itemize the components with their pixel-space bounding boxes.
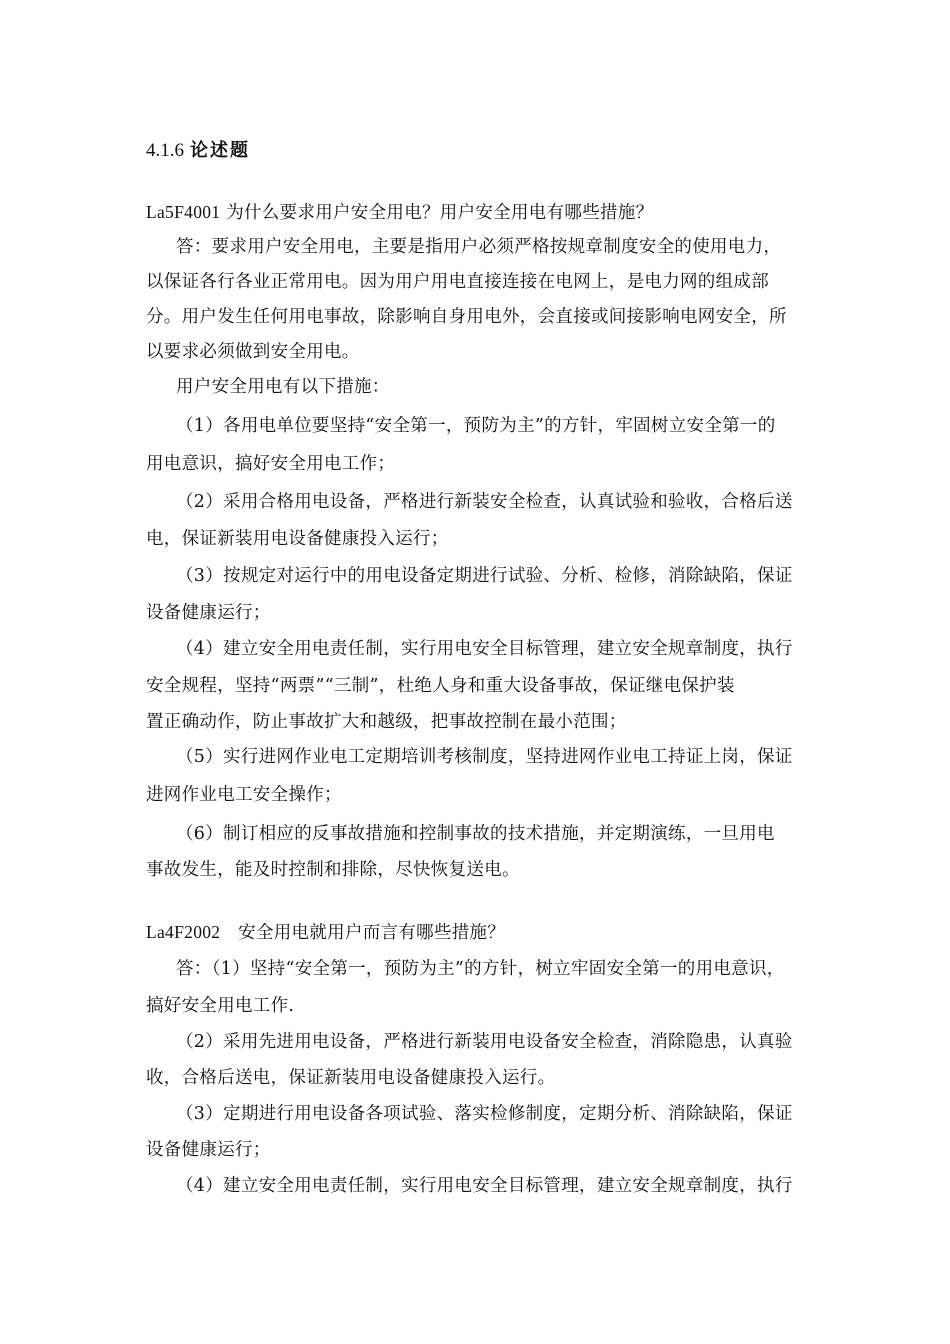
answer-1-line: 安全规程，坚持“两票”“三制”，杜绝人身和重大设备事故，保证继电保护装	[146, 676, 735, 696]
answer-2-line: （2）采用先进用电设备，严格进行新装用电设备安全检查，消除隐患，认真验	[176, 1032, 793, 1052]
answer-1-line: （1）各用电单位要坚持“安全第一，预防为主”的方针，牢固树立安全第一的	[176, 416, 776, 436]
section-number: 4.1.6	[146, 140, 184, 161]
answer-1-line: （3）按规定对运行中的用电设备定期进行试验、分析、检修，消除缺陷，保证	[176, 566, 793, 586]
answer-2-line: （4）建立安全用电责任制，实行用电安全目标管理，建立安全规章制度，执行	[176, 1176, 793, 1196]
question-1-header	[146, 200, 826, 225]
question-2-header	[146, 920, 826, 945]
answer-1-line: 用户安全用电有以下措施：	[176, 377, 390, 397]
question-2-text: 安全用电就用户而言有哪些措施？	[220, 923, 506, 943]
section-title: 论述题	[190, 140, 250, 161]
answer-1-line: （4）建立安全用电责任制，实行用电安全目标管理，建立安全规章制度，执行	[176, 639, 793, 659]
answer-1-line: （5）实行进网作业电工定期培训考核制度，坚持进网作业电工持证上岗，保证	[176, 747, 793, 767]
answer-1-line: 电，保证新装用电设备健康投入运行；	[146, 529, 449, 549]
answer-1-line: （2）采用合格用电设备，严格进行新装安全检查，认真试验和验收，合格后送	[176, 492, 793, 512]
answer-2-line: （3）定期进行用电设备各项试验、落实检修制度，定期分析、消除缺陷，保证	[176, 1104, 793, 1124]
answer-1-line: 以保证各行各业正常用电。因为用户用电直接连接在电网上，是电力网的组成部	[146, 272, 769, 292]
answer-1-line: 以要求必须做到安全用电。	[146, 342, 360, 362]
answer-2-line: 设备健康运行；	[146, 1140, 271, 1160]
answer-1-line: 设备健康运行；	[146, 603, 271, 623]
question-2-id: La4F2002	[146, 922, 221, 942]
answer-1-line: 分。用户发生任何用电事故，除影响自身用电外，会直接或间接影响电网安全，所	[146, 307, 787, 327]
answer-2-line: 搞好安全用电工作.	[146, 996, 295, 1016]
question-1-id: La5F4001	[146, 202, 221, 222]
section-heading	[146, 138, 250, 164]
question-1-text: 为什么要求用户安全用电？用户安全用电有哪些措施？	[220, 203, 654, 223]
answer-2-line: 收，合格后送电，保证新装用电设备健康投入运行。	[146, 1068, 556, 1088]
answer-1-line: 进网作业电工安全操作；	[146, 785, 342, 805]
answer-1-line: 事故发生，能及时控制和排除，尽快恢复送电。	[146, 860, 520, 880]
answer-1-line: （6）制订相应的反事故措施和控制事故的技术措施，并定期演练，一旦用电	[176, 824, 775, 844]
answer-1-line: 用电意识，搞好安全用电工作；	[146, 454, 396, 474]
answer-1-line: 置正确动作，防止事故扩大和越级，把事故控制在最小范围；	[146, 712, 627, 732]
answer-1-line: 答：要求用户安全用电，主要是指用户必须严格按规章制度安全的使用电力，	[176, 237, 782, 257]
answer-2-line: 答：（1）坚持“安全第一，预防为主”的方针，树立牢固安全第一的用电意识，	[176, 959, 785, 979]
